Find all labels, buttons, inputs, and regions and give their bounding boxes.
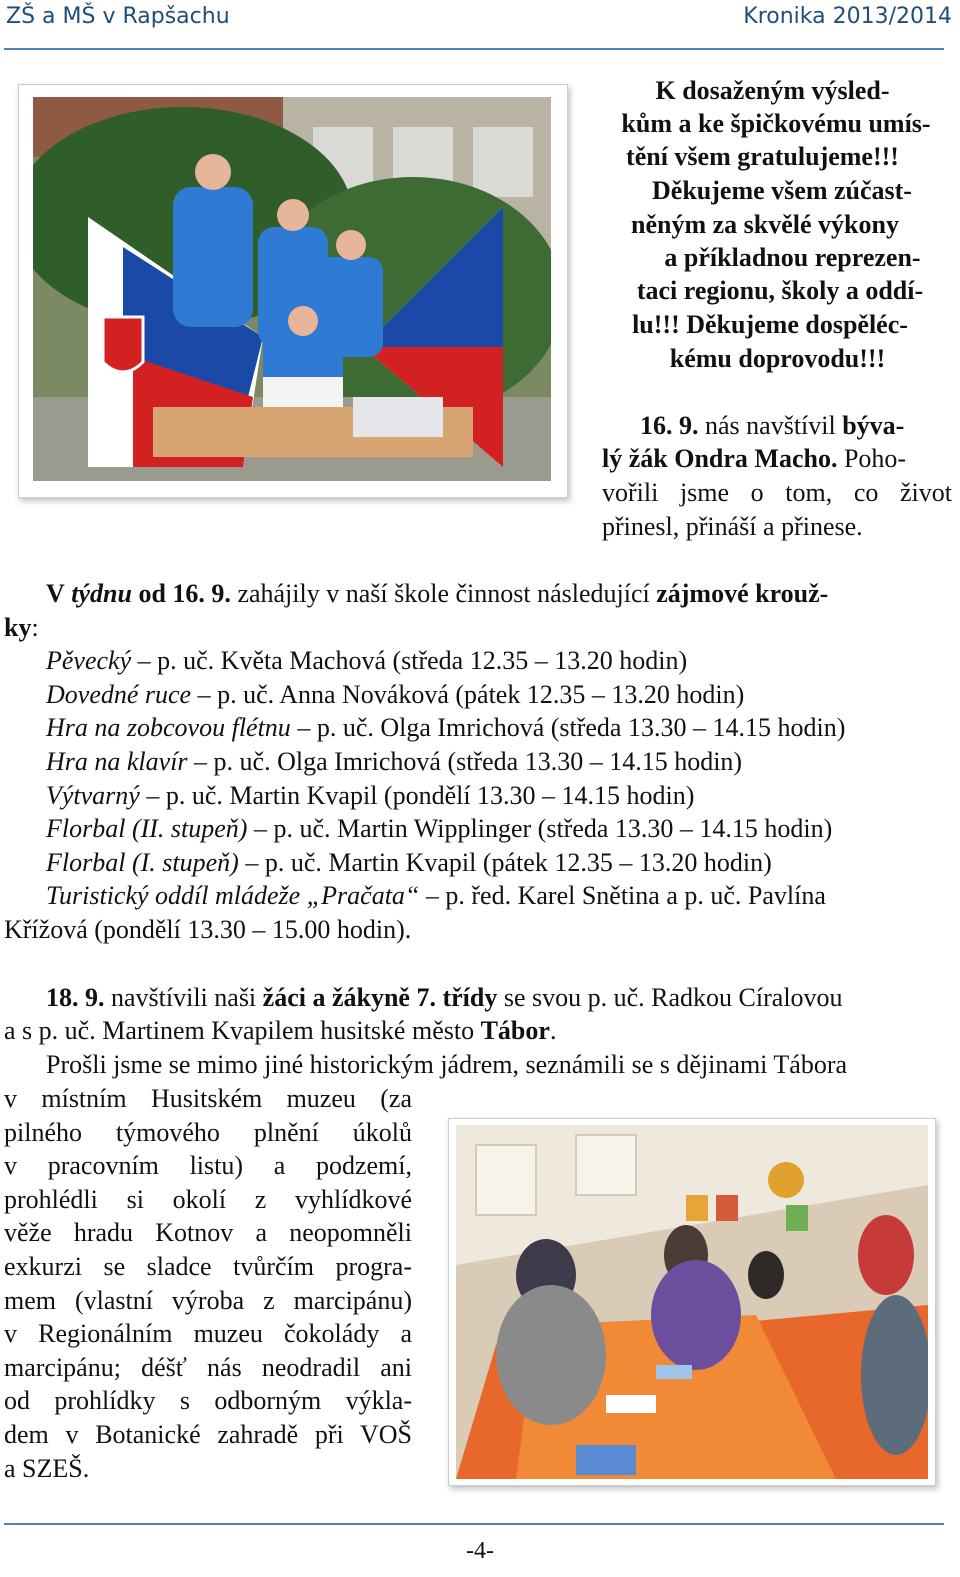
club-item: Dovedné ruce – p. uč. Anna Nováková (pátek 12.35 – 13.20 hodin) <box>46 680 745 709</box>
club-item-continuation: Křížová (pondělí 13.30 – 15.00 hodin). <box>4 915 412 944</box>
congrats-line: a příkladnou reprezen- <box>664 243 921 272</box>
trip-line-3: Prošli jsme se mimo jiné historickým jádrem, seznámili se s dějinami Tábora <box>46 1050 848 1079</box>
clubs-intro: V týdnu od 16. 9. zahájily v naší škole činnost následující zájmové krouž- <box>46 579 829 608</box>
club-item: Výtvarný – p. uč. Martin Kvapil (pondělí 13.30 – 14.15 hodin) <box>46 781 695 810</box>
trip-narrow-line: pilného týmového plnění úkolů <box>4 1118 412 1147</box>
trip-date: 18. 9. <box>46 983 105 1012</box>
trip-narrow-line: věže hradu Kotnov a neopomněli <box>4 1218 412 1247</box>
header-rule <box>4 48 944 50</box>
trip-narrow-line: prohlédli si okolí z vyhlídkové <box>4 1185 412 1214</box>
trip-narrow-line: v Regionálním muzeu čokolády a <box>4 1319 412 1348</box>
club-item: Florbal (I. stupeň) – p. uč. Martin Kvapil (pátek 12.35 – 13.20 hodin) <box>46 848 772 877</box>
trip-last-line: a SZEŠ. <box>4 1454 90 1483</box>
marzipan-workshop-photo <box>448 1118 936 1486</box>
congrats-line: kům a ke špičkovému umís- <box>621 109 931 138</box>
trip-narrow-line: mem (vlastní výroba z marcipánu) <box>4 1286 412 1315</box>
club-item: Turistický oddíl mládeže „Pračata“ – p. řed. Karel Snětina a p. uč. Pavlína <box>46 881 826 910</box>
congrats-line: něným za skvělé výkony <box>631 210 899 239</box>
congrats-line: Děkujeme všem zúčast- <box>652 176 912 205</box>
club-item: Pěvecký – p. uč. Květa Machová (středa 12.35 – 13.20 hodin) <box>46 646 688 675</box>
visit-line-3: vořili jsme o tom, co život <box>602 478 952 507</box>
students-with-flags-photo <box>18 84 568 498</box>
header-chronicle-title: Kronika 2013/2014 <box>743 4 952 29</box>
page-number: -4- <box>466 1538 494 1564</box>
visit-line-2: lý žák Ondra Macho. Poho- <box>602 444 907 473</box>
congrats-line: tění všem gratulujeme!!! <box>626 142 899 171</box>
trip-narrow-line: dem v Botanické zahradě při VOŠ <box>4 1420 412 1449</box>
club-item: Florbal (II. stupeň) – p. uč. Martin Wipplinger (středa 13.30 – 14.15 hodin) <box>46 814 833 843</box>
clubs-intro-end: ky: <box>4 613 39 642</box>
header-school-name: ZŠ a MŠ v Rapšachu <box>6 4 230 29</box>
trip-line-1: 18. 9. navštívili naši žáci a žákyně 7. třídy se svou p. uč. Radkou Círalovou <box>46 983 843 1012</box>
club-item: Hra na zobcovou flétnu – p. uč. Olga Imrichová (středa 13.30 – 14.15 hodin) <box>46 713 846 742</box>
club-item: Hra na klavír – p. uč. Olga Imrichová (středa 13.30 – 14.15 hodin) <box>46 747 743 776</box>
footer-rule <box>4 1523 944 1525</box>
congrats-line: lu!!! Děkujeme dospěléc- <box>632 310 908 339</box>
former-student-name: lý žák Ondra Macho. <box>602 444 838 473</box>
trip-narrow-line: marcipánu; déšť nás neodradil ani <box>4 1353 412 1382</box>
trip-narrow-line: od prohlídky s odborným výkla- <box>4 1386 412 1415</box>
congrats-line: kému doprovodu!!! <box>669 344 886 373</box>
visit-date: 16. 9. <box>640 411 699 440</box>
congrats-line: K dosaženým výsled- <box>655 76 890 105</box>
congrats-line: taci regionu, školy a oddí- <box>636 276 924 305</box>
trip-line-2: a s p. uč. Martinem Kvapilem husitské město Tábor. <box>4 1016 557 1045</box>
trip-narrow-line: exkurzi se sladce tvůrčím progra- <box>4 1252 412 1281</box>
visit-line-1: 16. 9. nás navštívil býva- <box>640 411 905 440</box>
trip-narrow-line: v pracovním listu) a podzemí, <box>4 1151 412 1180</box>
visit-line-4: přinesl, přináší a přinese. <box>602 512 863 541</box>
trip-narrow-line: v místním Husitském muzeu (za <box>4 1084 412 1113</box>
